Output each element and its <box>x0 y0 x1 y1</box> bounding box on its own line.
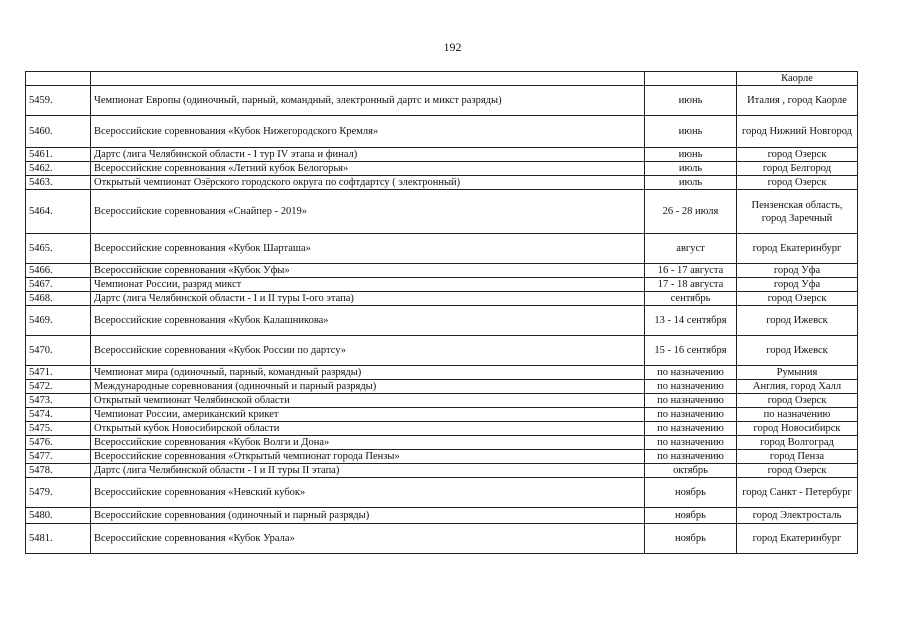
event-place: город Ижевск <box>737 306 858 336</box>
event-place: город Озерск <box>737 148 858 162</box>
row-number: 5481. <box>26 524 91 554</box>
row-number: 5467. <box>26 278 91 292</box>
event-name: Дартс (лига Челябинской области - I и II туры II этапа) <box>91 464 645 478</box>
row-number: 5477. <box>26 450 91 464</box>
events-table <box>25 71 858 554</box>
table-row <box>26 380 858 394</box>
row-number: 5468. <box>26 292 91 306</box>
event-date: 15 - 16 сентября <box>645 336 737 366</box>
event-name <box>91 72 645 86</box>
page-number: 192 <box>443 40 462 54</box>
event-place: Пензенская область, город Заречный <box>737 190 858 234</box>
table-row <box>26 524 858 554</box>
table-row <box>26 148 858 162</box>
event-date: по назначению <box>645 436 737 450</box>
row-number: 5475. <box>26 422 91 436</box>
event-place: город Озерск <box>737 394 858 408</box>
event-name: Открытый кубок Новосибирской области <box>91 422 645 436</box>
event-place: город Екатеринбург <box>737 234 858 264</box>
event-name: Чемпионат России, разряд микст <box>91 278 645 292</box>
row-number: 5463. <box>26 176 91 190</box>
row-number: 5474. <box>26 408 91 422</box>
event-place: город Санкт - Петербург <box>737 478 858 508</box>
table-row <box>26 464 858 478</box>
event-name: Чемпионат России, американский крикет <box>91 408 645 422</box>
row-number: 5479. <box>26 478 91 508</box>
event-place: Каорле <box>737 72 858 86</box>
event-date: по назначению <box>645 450 737 464</box>
row-number: 5473. <box>26 394 91 408</box>
event-name: Всероссийские соревнования «Летний кубок Белогорья» <box>91 162 645 176</box>
table-row <box>26 436 858 450</box>
event-name: Всероссийские соревнования «Кубок Уфы» <box>91 264 645 278</box>
event-name: Дартс (лига Челябинской области - I тур IV этапа и финал) <box>91 148 645 162</box>
event-name: Всероссийские соревнования «Невский кубок» <box>91 478 645 508</box>
table-row <box>26 366 858 380</box>
table-row <box>26 408 858 422</box>
event-date: октябрь <box>645 464 737 478</box>
event-date: август <box>645 234 737 264</box>
event-date: 13 - 14 сентября <box>645 306 737 336</box>
table-row <box>26 72 858 86</box>
event-name: Всероссийские соревнования «Кубок России по дартсу» <box>91 336 645 366</box>
row-number: 5465. <box>26 234 91 264</box>
table-row <box>26 306 858 336</box>
table-row <box>26 450 858 464</box>
event-date: июль <box>645 176 737 190</box>
table-row <box>26 234 858 264</box>
event-name: Всероссийские соревнования «Кубок Урала» <box>91 524 645 554</box>
event-name: Открытый чемпионат Челябинской области <box>91 394 645 408</box>
event-date: по назначению <box>645 422 737 436</box>
event-place: город Волгоград <box>737 436 858 450</box>
event-name: Всероссийские соревнования «Кубок Калашникова» <box>91 306 645 336</box>
event-date: ноябрь <box>645 478 737 508</box>
table-row <box>26 86 858 116</box>
row-number: 5460. <box>26 116 91 148</box>
row-number: 5461. <box>26 148 91 162</box>
event-date: по назначению <box>645 366 737 380</box>
table-row <box>26 278 858 292</box>
event-place: город Екатеринбург <box>737 524 858 554</box>
row-number <box>26 72 91 86</box>
table-row <box>26 508 858 524</box>
row-number: 5466. <box>26 264 91 278</box>
event-name: Чемпионат мира (одиночный, парный, командный разряды) <box>91 366 645 380</box>
event-place: город Нижний Новгород <box>737 116 858 148</box>
row-number: 5470. <box>26 336 91 366</box>
event-date: 26 - 28 июля <box>645 190 737 234</box>
event-place: город Новосибирск <box>737 422 858 436</box>
event-place: город Белгород <box>737 162 858 176</box>
row-number: 5480. <box>26 508 91 524</box>
event-name: Открытый чемпионат Озёрского городского округа по софтдартсу ( электронный) <box>91 176 645 190</box>
event-place: город Уфа <box>737 264 858 278</box>
row-number: 5462. <box>26 162 91 176</box>
table-row <box>26 176 858 190</box>
row-number: 5459. <box>26 86 91 116</box>
table-row <box>26 422 858 436</box>
table-row <box>26 190 858 234</box>
event-place: город Озерск <box>737 176 858 190</box>
table-row <box>26 478 858 508</box>
event-place: город Пенза <box>737 450 858 464</box>
event-place: Англия, город Халл <box>737 380 858 394</box>
event-date: по назначению <box>645 408 737 422</box>
row-number: 5476. <box>26 436 91 450</box>
event-name: Всероссийские соревнования «Открытый чемпионат города Пензы» <box>91 450 645 464</box>
table-row <box>26 162 858 176</box>
event-date <box>645 72 737 86</box>
event-name: Чемпионат Европы (одиночный, парный, командный, электронный дартс и микст разряды) <box>91 86 645 116</box>
table-row <box>26 292 858 306</box>
event-date: по назначению <box>645 394 737 408</box>
event-place: город Уфа <box>737 278 858 292</box>
event-place: Румыния <box>737 366 858 380</box>
event-date: июнь <box>645 148 737 162</box>
event-name: Дартс (лига Челябинской области - I и II туры I-ого этапа) <box>91 292 645 306</box>
event-date: июнь <box>645 86 737 116</box>
event-place: город Озерск <box>737 292 858 306</box>
event-date: 16 - 17 августа <box>645 264 737 278</box>
event-place: по назначению <box>737 408 858 422</box>
event-date: ноябрь <box>645 524 737 554</box>
event-date: ноябрь <box>645 508 737 524</box>
event-place: город Ижевск <box>737 336 858 366</box>
event-date: сентябрь <box>645 292 737 306</box>
row-number: 5471. <box>26 366 91 380</box>
table-row <box>26 336 858 366</box>
row-number: 5472. <box>26 380 91 394</box>
event-date: 17 - 18 августа <box>645 278 737 292</box>
event-name: Всероссийские соревнования «Кубок Нижегородского Кремля» <box>91 116 645 148</box>
event-name: Всероссийские соревнования «Снайпер - 2019» <box>91 190 645 234</box>
event-date: по назначению <box>645 380 737 394</box>
table-row <box>26 264 858 278</box>
event-place: Италия , город Каорле <box>737 86 858 116</box>
event-date: июль <box>645 162 737 176</box>
event-place: город Озерск <box>737 464 858 478</box>
row-number: 5478. <box>26 464 91 478</box>
event-date: июнь <box>645 116 737 148</box>
row-number: 5464. <box>26 190 91 234</box>
table-row <box>26 116 858 148</box>
row-number: 5469. <box>26 306 91 336</box>
event-name: Всероссийские соревнования «Кубок Волги и Дона» <box>91 436 645 450</box>
event-name: Всероссийские соревнования (одиночный и парный разряды) <box>91 508 645 524</box>
table-row <box>26 394 858 408</box>
event-place: город Электросталь <box>737 508 858 524</box>
event-name: Международные соревнования (одиночный и парный разряды) <box>91 380 645 394</box>
event-name: Всероссийские соревнования «Кубок Шарташа» <box>91 234 645 264</box>
